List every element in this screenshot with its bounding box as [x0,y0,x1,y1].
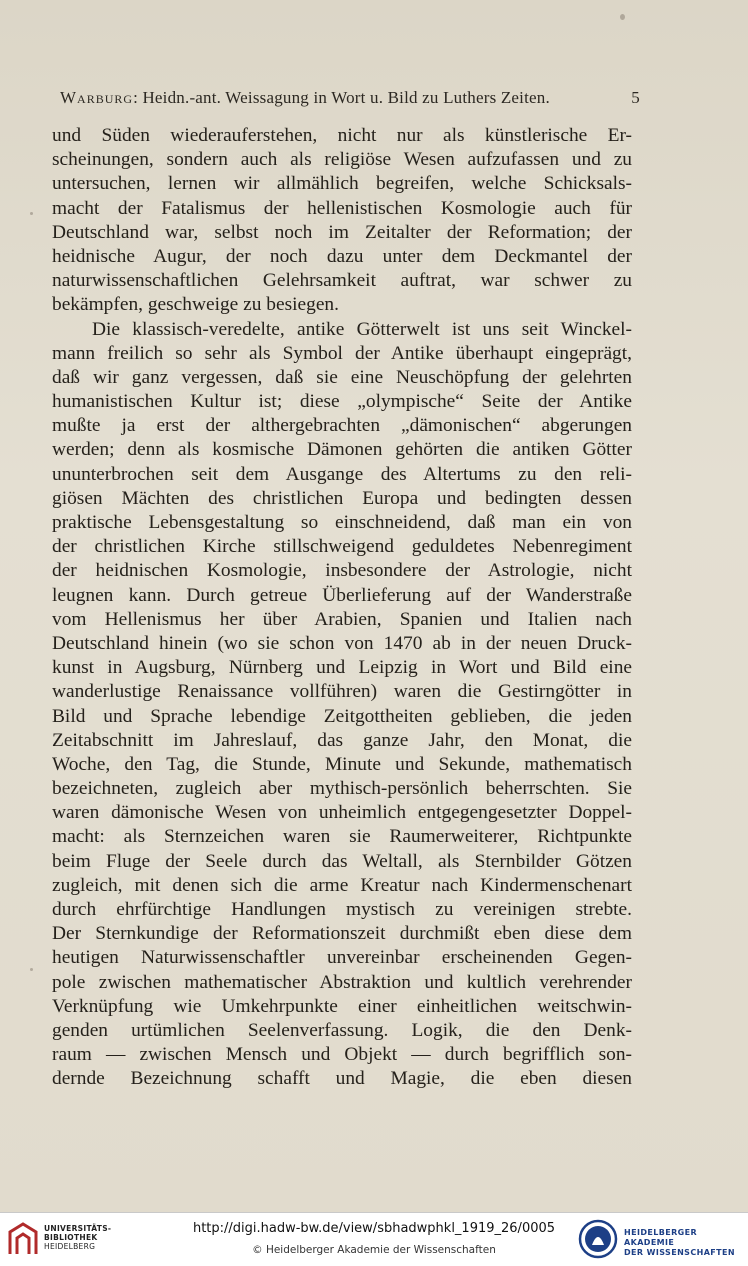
text-line: Der Sternkundige der Reformationszeit durchmißt eben diese dem [52,923,632,945]
text-line: humanistischen Kultur ist; diese „olympische“ Seite der Antike [52,391,632,413]
text-line: scheinungen, sondern auch als religiöse Wesen aufzufassen und zu [52,149,632,171]
paper-speck [30,968,33,971]
text-line: naturwissenschaftlichen Gelehrsamkeit auftrat, war schwer zu [52,270,632,292]
academy-name [624,1228,748,1258]
text-line: Woche, den Tag, die Stunde, Minute und Sekunde, mathematisch [52,753,632,775]
text-line: untersuchen, lernen wir allmählich begreifen, welche Schicksals- [52,173,632,195]
text-line: pole zwischen mathematischer Abstraktion und kultlich verehrender [52,971,632,993]
running-head [60,88,650,108]
library-name-line1: UNIVERSITÄTS- [44,1224,112,1233]
text-line: bezeichneten, zugleich aber mythisch-persönlich beherrschten. Sie [52,778,632,800]
text-line: daß wir ganz vergessen, daß sie eine Neuschöpfung der gelehrten [52,366,632,388]
text-line: Zeitabschnitt im Jahreslauf, das ganze Jahr, den Monat, die [52,729,632,751]
text-line: heidnische Augur, der noch dazu unter dem Deckmantel der [52,245,632,267]
paper-speck [620,14,625,20]
library-name-line3: HEIDELBERG [44,1242,96,1251]
text-line: werden; denn als kosmische Dämonen gehörten die antiken Götter [52,439,632,461]
body-text [52,124,632,1092]
text-line: und Süden wiederauferstehen, nicht nur als künstlerische Er- [52,125,632,146]
text-line: macht der Fatalismus der hellenistischen Kosmologie auch für [52,197,632,219]
text-line: Deutschland war, selbst noch im Zeitalter der Reformation; der [52,221,632,243]
text-line: wanderlustige Renaissance vollführen) waren die Gestirngötter in [52,681,632,703]
academy-name-line1: HEIDELBERGER AKADEMIE [624,1228,698,1247]
academy-seal-icon [578,1219,618,1259]
text-line: praktische Lebensgestaltung so einschneidend, daß man ein von [52,512,632,533]
copyright-notice: © Heidelberger Akademie der Wissenschaften [252,1244,496,1256]
text-line: beim Fluge der Seele durch das Weltall, als Sternbilder Götzen [52,850,632,872]
text-line: vom Hellenismus her über Arabien, Spanien und Italien nach [52,608,632,630]
text-line: durch ehrfürchtige Handlungen mystisch zu vereinigen strebte. [52,899,632,920]
paper-speck [30,212,33,215]
text-line: macht: als Sternzeichen waren sie Raumerweiterer, Richtpunkte [52,826,632,848]
running-head-separator: : [133,88,138,107]
text-line: mann freilich so sehr als Symbol der Antike überhaupt eingeprägt, [52,342,632,364]
text-line: der heidnischen Kosmologie, insbesondere der Astrologie, nicht [52,560,632,582]
library-name-line2: BIBLIOTHEK [44,1233,98,1242]
text-line: mußte ja erst der althergebrachten „dämonischen“ abgerungen [52,415,632,437]
permalink-url[interactable]: http://digi.hadw-bw.de/view/sbhadwphkl_1919_26/0005 [192,1221,556,1236]
page-number: 5 [631,88,640,107]
text-line: Verknüpfung wie Umkehrpunkte einer einheitlichen weitschwin- [52,995,632,1017]
academy-name-line2: DER WISSENSCHAFTEN [624,1248,735,1257]
text-line: dernde Bezeichnung schafft und Magie, die eben diesen [52,1068,632,1090]
text-line: giösen Mächten des christlichen Europa und bedingten dessen [52,487,632,509]
text-line: Die klassisch-veredelte, antike Götterwelt ist uns seit Winckel- [92,318,632,340]
text-line: Bild und Sprache lebendige Zeitgottheiten geblieben, die jeden [52,705,632,727]
text-line: genden urtümlichen Seelenverfassung. Logik, die den Denk- [52,1019,632,1041]
text-line: zugleich, mit denen sich die arme Kreatur nach Kindermenschenart [52,874,632,896]
text-line: leugnen kann. Durch getreue Überlieferung auf der Wanderstraße [52,584,632,606]
text-line: ununterbrochen seit dem Ausgange des Altertums zu den reli- [52,463,632,485]
text-line: der christlichen Kirche stillschweigend geduldetes Nebenregiment [52,536,632,558]
running-head-title: Heidn.-ant. Weissagung in Wort u. Bild zu Luthers Zeiten. [142,88,550,107]
text-line: kunst in Augsburg, Nürnberg und Leipzig in Wort und Bild eine [52,657,632,679]
text-line: Deutschland hinein (wo sie schon von 1470 ab in der neuen Druck- [52,632,632,654]
text-line: heutigen Naturwissenschaftler unvereinbar erscheinenden Gegen- [52,947,632,969]
text-line: raum — zwischen Mensch und Objekt — durch begrifflich son- [52,1044,632,1066]
text-line: waren dämonische Wesen von unheimlich entgegengesetzter Doppel- [52,802,632,824]
text-line: bekämpfen, geschweige zu besiegen. [52,294,339,316]
footer-bar [0,1212,748,1266]
running-head-author: Warburg [60,88,134,107]
